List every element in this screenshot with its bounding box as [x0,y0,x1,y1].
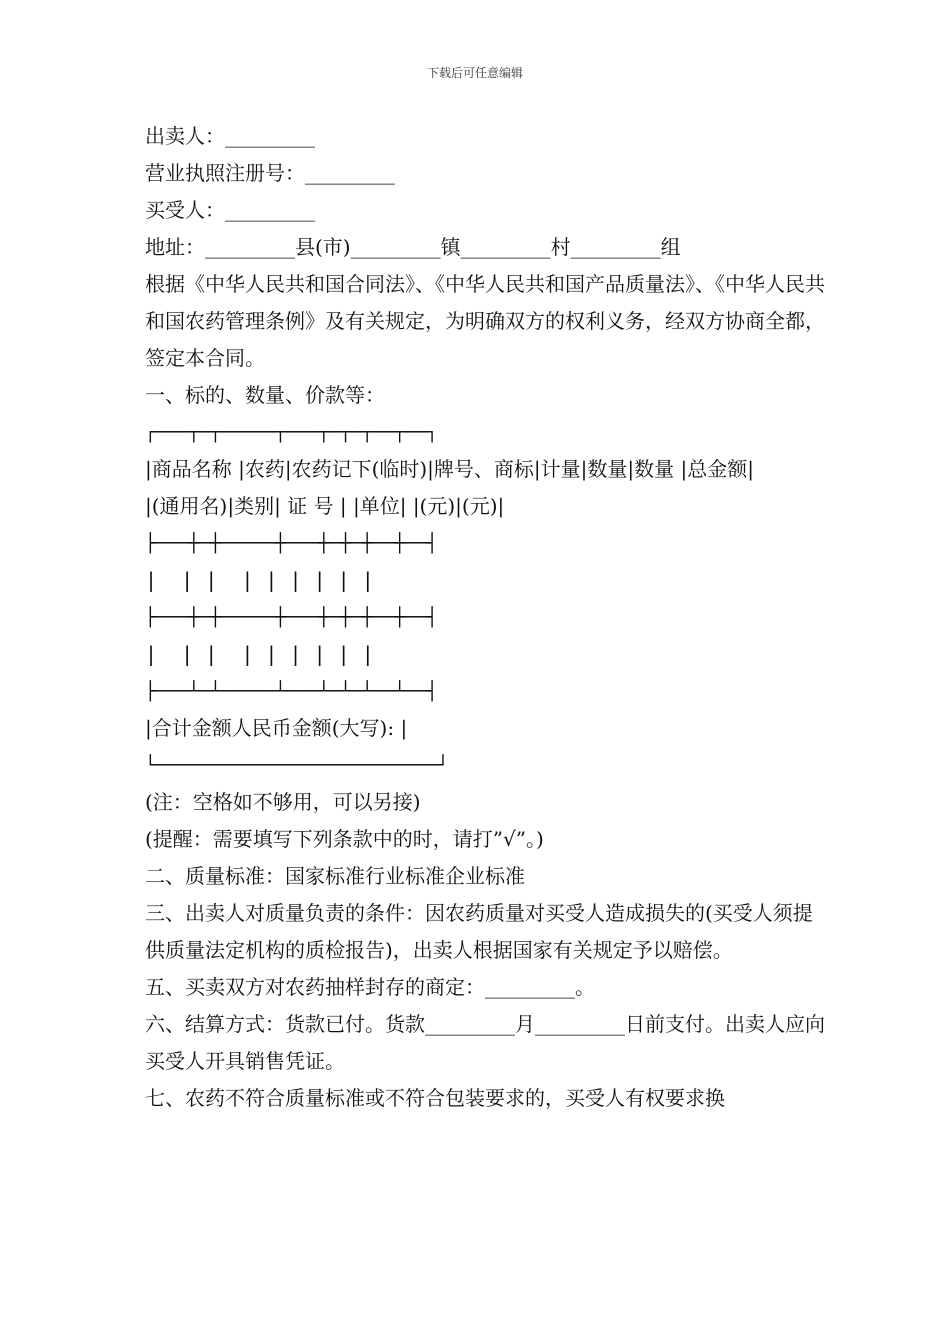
table-total-row: |合计金额人民币金额(大写): | [145,716,408,740]
note-1: (注：空格如不够用，可以另接) [145,790,421,814]
table-separator: ├───┼─┼─────┼───┼─┼─┼──┼──┤ [145,533,438,554]
clause-7: 七、农药不符合质量标准或不符合包装要求的，买受人有权要求换 [145,1086,725,1110]
preamble-paragraph: 根据《中华人民共和国合同法》、《中华人民共和国产品质量法》、《中华人民共和国农药管理条例》及有关规定，为明确双方的权利义务，经双方协商全都，签定本合同。 [145,272,825,370]
contract-body [145,118,825,1117]
section-1-title: 一、标的、数量、价款等： [145,383,385,407]
clause-2: 二、质量标准：国家标准行业标准企业标准 [145,864,525,888]
table-top-border: ┌───┬─┬─────┬───┬─┬─┬──┬──┐ [145,422,438,443]
page-header: 下载后可任意编辑 [426,66,523,80]
license-field: 营业执照注册号：_________ [145,161,395,185]
buyer-field: 买受人：_________ [145,198,315,222]
table-separator: ├───┼─┼─────┼───┼─┼─┼──┼──┤ [145,607,438,628]
product-table [145,414,825,784]
table-header-row-2: |(通用名)|类别| 证 号 | |单位| |(元)|(元)| [145,494,505,518]
table-header-row-1: |商品名称 |农药|农药记下(临时)|牌号、商标|计量|数量|数量 |总金额| [145,457,754,481]
clause-6: 六、结算方式：货款已付。货款_________月_________日前支付。出卖人应向买受人开具销售凭证。 [145,1012,825,1073]
address-field: 地址：_________县(市)_________镇_________村_________组 [145,235,681,259]
table-row: | | | | | | | | | [145,642,374,666]
table-separator: ├───┴─┴─────┴───┴─┴─┴──┴──┤ [145,681,438,702]
clause-5: 五、买卖双方对农药抽样封存的商定：_________。 [145,975,595,999]
table-bottom-border: └──────────────────────────┘ [145,755,449,776]
table-row: | | | | | | | | | [145,568,374,592]
clause-3: 三、出卖人对质量负责的条件：因农药质量对买受人造成损失的(买受人须提供质量法定机构的质检报告)，出卖人根据国家有关规定予以赔偿。 [145,901,813,962]
note-2: (提醒：需要填写下列条款中的时，请打”√”。) [145,827,544,851]
seller-field: 出卖人：_________ [145,124,315,148]
